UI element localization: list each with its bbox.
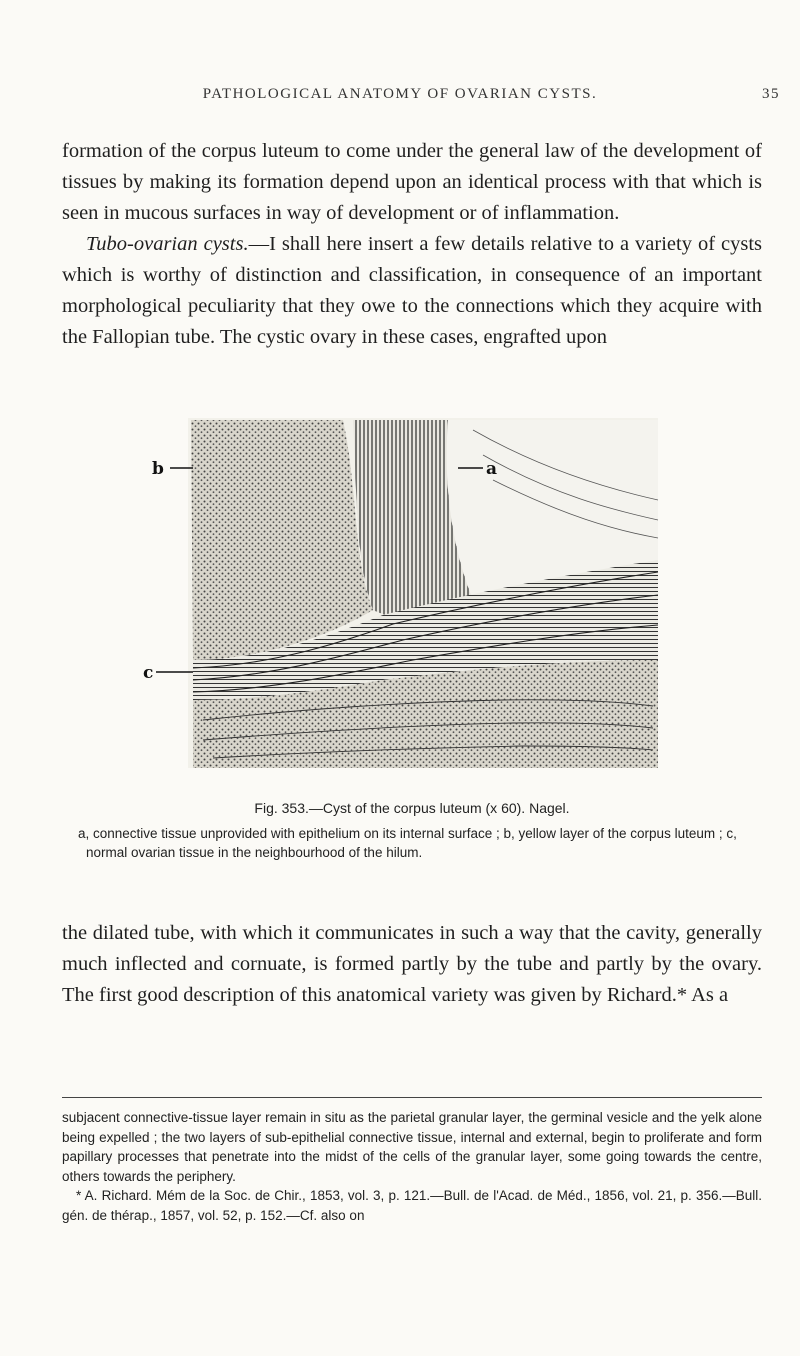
footnotes (62, 1108, 762, 1225)
section-heading-tubo-ovarian: Tubo-ovarian cysts. (86, 233, 249, 255)
figure-label-a: a (486, 459, 498, 479)
paragraph-dilated-tube: the dilated tube, with which it communicates in such a way that the cavity, generally much inflected and cornuate, is formed partly by the tube and partly by the ovary. The first good description of this anatomical variety was given by Richard.* As a (62, 922, 762, 1006)
main-text-bottom (62, 918, 762, 1011)
figure-caption: Fig. 353.—Cyst of the corpus luteum (x 60). Nagel. (254, 800, 570, 816)
figure-label-b: b (152, 459, 164, 479)
figure-legend: a, connective tissue unprovided with epithelium on its internal surface ; b, yellow layer of the corpus luteum ; c, normal ovarian tissue in the neighbourhood of the hilum. (78, 826, 737, 860)
main-text-top (62, 136, 762, 353)
paragraph-tubo-ovarian-text: —I shall here insert a few details relative to a variety of cysts which is worthy of distinction and classification, in consequence of an important morphological peculiarity that they owe to the connections which they acquire with the Fallopian tube. The cystic ovary in these cases, engrafted upon (62, 233, 763, 348)
granular-layer-region (191, 420, 373, 660)
corpus-luteum-engraving (143, 410, 699, 782)
paragraph-corpus-luteum: formation of the corpus luteum to come under the general law of the development of tissues by making its formation depend upon an identical process with that which is seen in mucous surfaces in way of development or of inflammation. (62, 140, 762, 224)
footnote-richard: * A. Richard. Mém de la Soc. de Chir., 1853, vol. 3, p. 121.—Bull. de l'Acad. de Méd., 1856, vol. 21, p. 356.—Bull. gén. de thérap., 1857, vol. 52, p. 152.—Cf. also on (62, 1188, 762, 1223)
paragraph-tubo-ovarian (62, 229, 762, 353)
running-head-title: PATHOLOGICAL ANATOMY OF OVARIAN CYSTS. (202, 86, 598, 102)
running-head (40, 86, 780, 110)
footnote-continuation: subjacent connective-tissue layer remain in situ as the parietal granular layer, the germinal vesicle and the yelk alone being expelled ; the two layers of sub-epithelial connective tissue, internal and external, begin to proliferate and form papillary processes that penetrate into the midst of the cells of the granular layer, some going towards the centre, others towards the periphery. (62, 1110, 762, 1184)
footnote-rule (62, 1097, 762, 1098)
figure-label-c: c (143, 663, 154, 683)
page-number: 35 (762, 86, 780, 102)
figure-353-illustration (143, 410, 699, 782)
